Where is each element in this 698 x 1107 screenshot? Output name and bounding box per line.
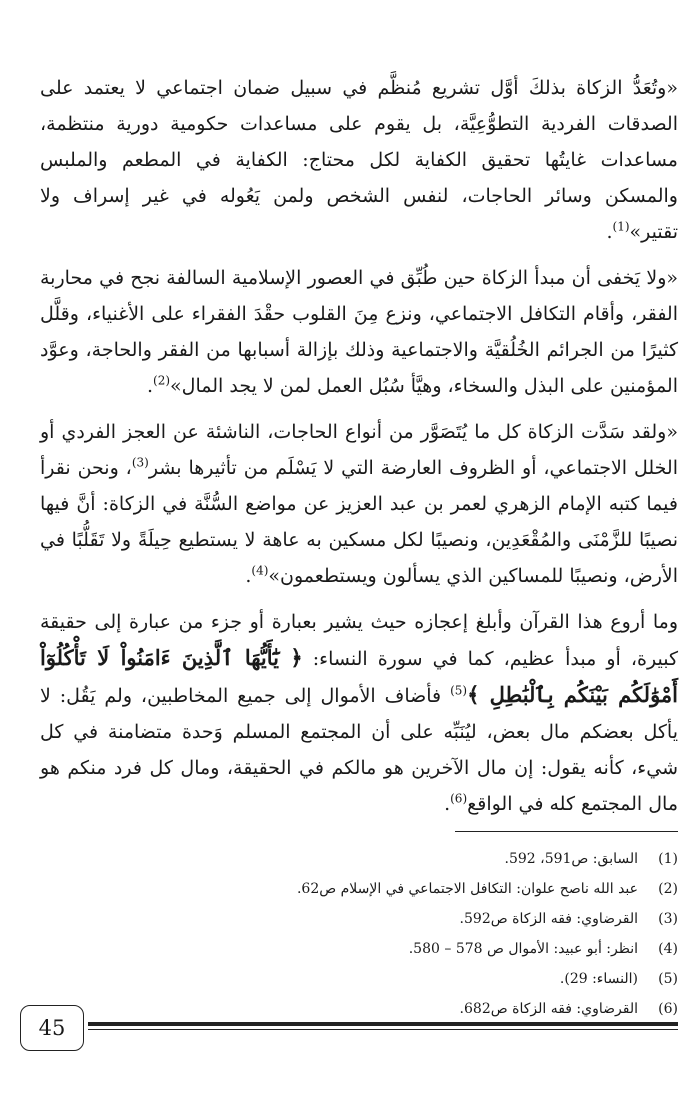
paragraph-text: . — [245, 565, 252, 587]
paragraph — [40, 604, 678, 822]
paragraph — [40, 70, 678, 250]
footnote-text: السابق: ص591، 592. — [504, 851, 638, 867]
paragraph — [40, 414, 678, 594]
page-number-box — [20, 1005, 84, 1051]
paragraph-text: وما أروع هذا القرآن وأبلغ إعجازه حيث يشير بعبارة أو جزء من عبارة إلى حقيقة كبيرة، أو مبدأ عظيم، كما في سورة النساء: — [40, 611, 678, 670]
paragraph-text: . — [146, 375, 154, 397]
paragraph-text: . — [444, 793, 451, 815]
paragraph-text: ، ونحن نقرأ فيما كتبه الإمام الزهري لعمر بن عبد العزيز عن مواضع السُّنَّة في الزكاة: أنَّ فيها نصيبًا للزَّمْنَى والمُقْعَدِين، ونصيبًا لكل مسكين به عاهة لا يستطيع حِيلَةً ولا تَقَلُّبًا في الأرض، ونصيبًا للمساكين الذي يسألون ويستطعمون» — [40, 457, 678, 587]
paragraph-text: . — [606, 221, 613, 243]
footnote-number: (1) — [658, 851, 678, 867]
footnote-item — [220, 964, 678, 994]
paragraph-text: «ولا يَخفى أن مبدأ الزكاة حين طُبِّق في العصور الإسلامية السالفة نجح في محاربة الفقر، وأقام التكافل الاجتماعي، ونزع مِنَ القلوب حقْدَ الفقراء على الأغنياء، وقلَّل كثيرًا من الجرائم الخُلُقيَّة والاجتماعية وذلك بإزالة أسبابها من الفقر والحاجة، وعوَّد المؤمنين على البذل والسخاء، وهيَّأ سُبُل العمل لمن لا يجد المال» — [40, 267, 678, 397]
footnote-number: (5) — [658, 971, 678, 987]
footnote-reference: (1) — [612, 219, 630, 234]
footnote-text: القرضاوي: فقه الزكاة ص592. — [459, 911, 638, 927]
footnote-number: (2) — [658, 881, 678, 897]
body-text — [40, 70, 678, 832]
footnotes — [220, 844, 678, 1024]
footnote-text: (النساء: 29). — [559, 971, 638, 987]
footnote-reference: (4) — [251, 563, 269, 578]
footnote-number: (3) — [658, 911, 678, 927]
footnote-item — [220, 874, 678, 904]
quran-verse: ﴿ يَٰٓأَيُّهَا ٱلَّذِينَ ءَامَنُواْ لَا تَأْكُلُوٓاْ أَمْوَٰلَكُم بَيْنَكُم بِٱلْبَٰطِلِ ﴾ — [40, 645, 679, 707]
footnote-text: انظر: أبو عبيد: الأموال ص 578 – 580. — [408, 941, 638, 957]
footnote-text: عبد الله ناصح علوان: التكافل الاجتماعي في الإسلام ص62. — [296, 881, 638, 897]
footnote-item — [220, 934, 678, 964]
footnote-item — [220, 844, 678, 874]
footnote-reference: (5) — [450, 683, 468, 698]
footnote-item — [220, 994, 678, 1024]
footnote-number: (6) — [658, 1001, 678, 1017]
footnote-item — [220, 904, 678, 934]
paragraph — [40, 260, 678, 404]
footer-rule — [88, 1022, 678, 1026]
footer-rule-thin — [88, 1029, 678, 1030]
footnote-reference: (3) — [131, 455, 149, 470]
footnote-reference: (6) — [450, 791, 468, 806]
footnote-reference: (2) — [153, 373, 171, 388]
page-number: 45 — [38, 1016, 66, 1040]
footnote-separator — [455, 831, 678, 832]
footnote-number: (4) — [658, 941, 678, 957]
paragraph-text: «وتُعَدُّ الزكاة بذلكَ أوَّل تشريع مُنظَّم في سبيل ضمان اجتماعي لا يعتمد على الصدقات الفردية التطوُّعِيَّة، بل يقوم على مساعدات حكومية دورية منتظمة، مساعدات غايتُها تحقيق الكفاية لكل محتاج: الكفاية في المطعم والملبس والمسكن وسائر الحاجات، لنفس الشخص ولمن يَعُوله في غير إسراف ولا تقتير» — [40, 77, 678, 243]
paragraph-text: فأضاف الأموال إلى جميع المخاطبين، ولم يَقُل: لا يأكل بعضكم مال بعض، ليُنَبِّه على أن المجتمع المسلم وَحدة متضامنة في كل شيء، كأنه يقول: إن مال الآخرين هو مالكم في الحقيقة، ومال كل فرد منكم هو مال المجتمع كله في الواقع — [40, 685, 678, 815]
paragraph-text: «ولقد سَدَّت الزكاة كل ما يُتَصَوَّر من أنواع الحاجات، الناشئة عن العجز الفردي أو الخلل الاجتماعي، أو الظروف العارضة التي لا يَسْلَم من تأثيرها بشر — [40, 421, 678, 479]
footnote-text: القرضاوي: فقه الزكاة ص682. — [459, 1001, 638, 1017]
